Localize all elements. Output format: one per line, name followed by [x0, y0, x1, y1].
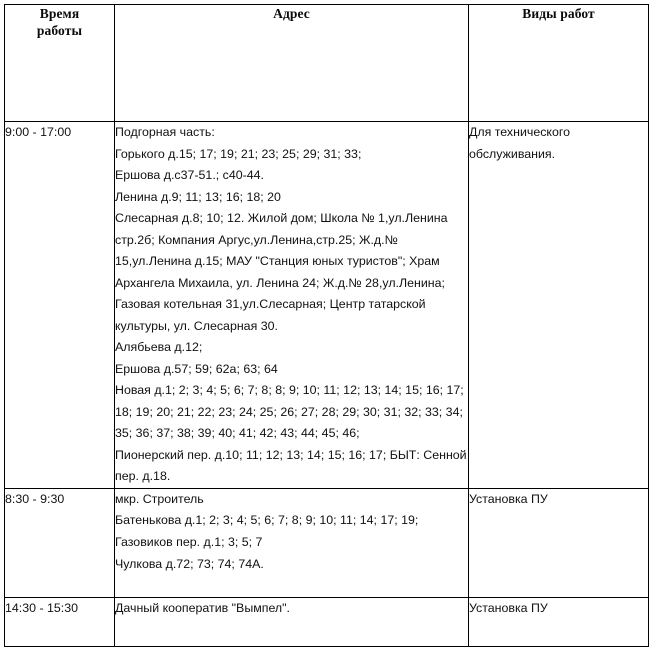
column-header-address — [115, 5, 469, 122]
column-header-address-line-1: Адрес — [273, 6, 310, 21]
column-header-time-line-1: Время — [39, 6, 80, 21]
address-line: Ленина д.9; 11; 13; 16; 18; 20 — [115, 189, 281, 204]
column-header-time — [5, 5, 115, 122]
table-row — [5, 122, 649, 489]
column-header-kind-line-1: Виды работ — [522, 6, 595, 21]
address-line: Чулкова д.72; 73; 74; 74А. — [115, 556, 264, 571]
address-line: Газовиков пер. д.1; 3; 5; 7 — [115, 534, 263, 549]
address-line: Новая д.1; 2; 3; 4; 5; 6; 7; 8; 8; 9; 10; 11; 12; 13; 14; 15; 16; 17; 18; 19; 20; 21; 22; 23; 24; 25; 26; 27; 28; 29; 30; 31; 32; 33; 34; 35; 36; 37; 38; 39; 40; 41; 42; 43; 44; 45; 46; — [115, 383, 464, 441]
table-header — [5, 5, 649, 122]
address-line: Ершова д.с37-51.; с40-44. — [115, 168, 264, 183]
cell-address — [115, 598, 469, 647]
kind-line: Установка ПУ — [469, 601, 548, 616]
cell-kind — [469, 122, 649, 489]
address-line: Батенькова д.1; 2; 3; 4; 5; 6; 7; 8; 9; 10; 11; 14; 17; 19; — [115, 513, 419, 528]
column-header-time-line-2: работы — [36, 23, 83, 39]
address-line: Ершова д.57; 59; 62а; 63; 64 — [115, 361, 278, 376]
schedule-table — [4, 4, 649, 647]
cell-kind — [469, 598, 649, 647]
cell-time: 8:30 - 9:30 — [5, 488, 115, 597]
table-row — [5, 598, 649, 647]
address-line: Слесарная д.8; 10; 12. Жилой дом; Школа № 1,ул.Ленина стр.2б; Компания Аргус,ул.Ленина,стр.25; Ж.д.№ 15,ул.Ленина д.15; МАУ "Станция юных туристов"; Храм Архангела Михаила, ул. Ленина 24; Ж.д.№ 28,ул.Ленина; Газовая котельная 31,ул.Слесарная; Центр татарской культуры, ул. Слесарная 30. — [115, 211, 448, 333]
address-line: Алябьева д.12; — [115, 340, 203, 355]
cell-time: 9:00 - 17:00 — [5, 122, 115, 489]
cell-kind — [469, 488, 649, 597]
cell-address — [115, 122, 469, 489]
address-line: Дачный кооператив "Вымпел". — [115, 601, 290, 616]
header-row — [5, 5, 649, 122]
cell-address — [115, 488, 469, 597]
address-line: Горького д.15; 17; 19; 21; 23; 25; 29; 31; 33; — [115, 146, 362, 161]
address-line: Пионерский пер. д.10; 11; 12; 13; 14; 15; 16; 17; БЫТ: Сенной пер. д.18. — [115, 447, 467, 484]
column-header-kind — [469, 5, 649, 122]
kind-line: Для технического обслуживания. — [469, 125, 571, 161]
document-page — [0, 4, 652, 616]
address-line: Подгорная часть: — [115, 125, 215, 139]
cell-time: 14:30 - 15:30 — [5, 598, 115, 647]
table-row — [5, 488, 649, 597]
address-line: мкр. Строитель — [115, 491, 204, 506]
table-body — [5, 122, 649, 647]
kind-line: Установка ПУ — [469, 491, 548, 506]
